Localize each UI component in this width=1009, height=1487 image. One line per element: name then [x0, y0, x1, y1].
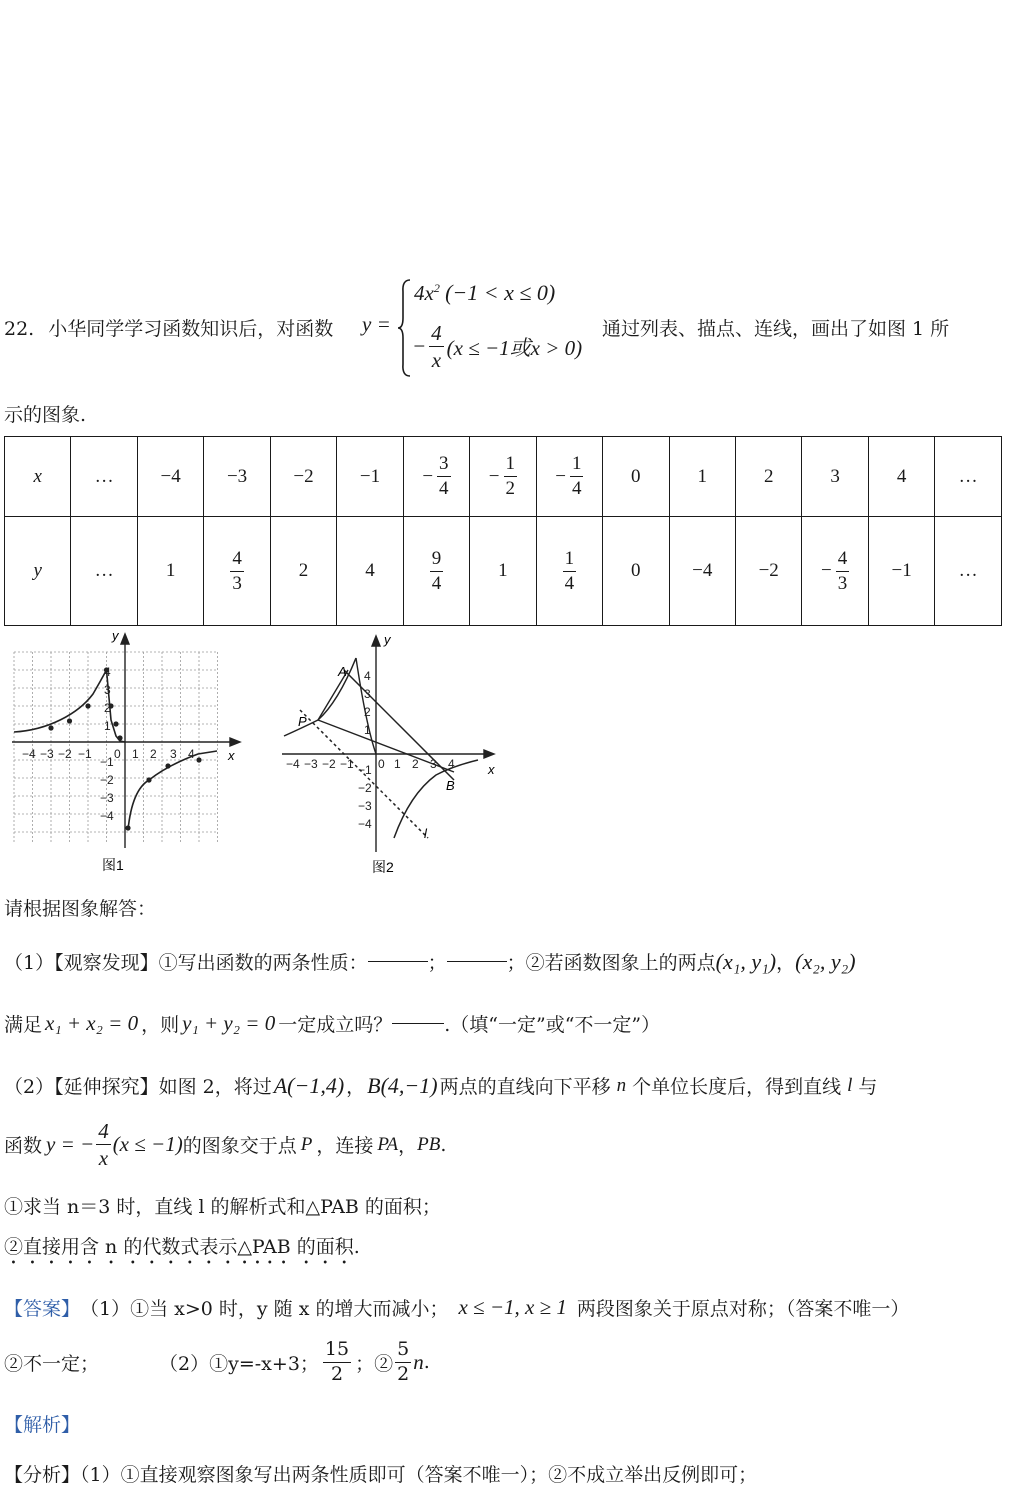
value-table: [4, 436, 1002, 626]
svg-text:−3: −3: [40, 747, 54, 761]
svg-text:−1: −1: [100, 755, 114, 769]
table-cell: 4: [337, 517, 403, 626]
fig1-y-axis-label: y: [112, 630, 119, 643]
svg-text:−2: −2: [100, 773, 114, 787]
q1-blank-2[interactable]: [447, 961, 507, 962]
piecewise-brace: [398, 278, 412, 378]
table-cell: $\frac{4}{3}$: [204, 517, 270, 626]
fig2-point-b: B: [446, 778, 455, 793]
svg-text:2: 2: [412, 757, 419, 771]
problem-intro: 小华同学学习函数知识后，对函数: [48, 318, 334, 340]
svg-text:2: 2: [150, 747, 157, 761]
fig2-axes: [282, 636, 494, 852]
table-cell: $\frac{1}{4}$: [536, 517, 602, 626]
fig1-curve-right: [128, 751, 217, 830]
fig1-y-ticks: [100, 665, 114, 823]
table-cell: 2: [735, 437, 801, 517]
table-cell: − $\frac{4}{3}$: [802, 517, 868, 626]
piece2: − $\frac{4}{x}$ (x ≤ −1或x > 0): [412, 321, 583, 373]
svg-text:1: 1: [394, 757, 401, 771]
table-cell: − $\frac{3}{4}$: [403, 437, 469, 517]
svg-text:−1: −1: [78, 747, 92, 761]
fig2-y-ticks: [358, 669, 372, 831]
problem-line1: [4, 314, 333, 341]
table-cell: −4: [669, 517, 735, 626]
fig2-line-l-label: l: [424, 826, 427, 841]
table-cell: −3: [204, 437, 270, 517]
analysis-tag: 【解析】: [4, 1414, 81, 1436]
answer-line2: ②不一定； （2）①y=-x+3； $\frac{15}{2}$ ；② $\frac{5}{2}$ n .: [4, 1338, 430, 1385]
q2-line1: （2）【延伸探究】如图 2，将过 A(−1,4) ， B(4,−1) 两点的直线向下平移 n 个单位长度后，得到直线 l 与: [4, 1072, 878, 1098]
svg-text:−4: −4: [100, 809, 114, 823]
problem-line2: 示的图象.: [4, 404, 87, 426]
table-cell: −1: [337, 437, 403, 517]
svg-text:4: 4: [448, 757, 455, 771]
svg-text:4: 4: [104, 665, 111, 679]
q2-sub2: ②直接用含 n 的代数式表示△PAB 的面积.: [4, 1236, 360, 1258]
table-cell: …: [935, 437, 1002, 517]
svg-text:1: 1: [104, 719, 111, 733]
svg-text:−2: −2: [322, 757, 336, 771]
fig2-y-axis-label: y: [384, 632, 391, 647]
svg-text:−1: −1: [340, 757, 354, 771]
table-cell: −1: [868, 517, 934, 626]
table-row-y: [5, 517, 1002, 626]
table-cell: −2: [270, 437, 336, 517]
table-cell: 4: [868, 437, 934, 517]
q1-blank-3[interactable]: [392, 1023, 444, 1024]
func-y-eq: y =: [362, 312, 391, 336]
fig2-caption: 图2: [372, 859, 394, 875]
table-cell: …: [71, 437, 137, 517]
table-y-label: y: [5, 517, 71, 626]
table-x-label: x: [5, 437, 71, 517]
svg-text:2: 2: [104, 701, 111, 715]
svg-text:−1: −1: [358, 763, 372, 777]
fig1-x-axis-label: x: [228, 748, 235, 763]
svg-text:3: 3: [104, 683, 111, 697]
fig2-point-p: P: [298, 714, 307, 729]
analysis-line: 【分析】（1）①直接观察图象写出两条性质即可（答案不唯一）；②不成立举出反例即可；: [4, 1464, 758, 1486]
table-cell: − $\frac{1}{2}$: [470, 437, 536, 517]
svg-text:−2: −2: [358, 781, 372, 795]
table-cell: 2: [270, 517, 336, 626]
fig2-hyperbola-right: [394, 760, 478, 838]
svg-text:0: 0: [114, 747, 121, 761]
svg-text:−4: −4: [358, 817, 372, 831]
svg-text:−4: −4: [286, 757, 300, 771]
svg-text:0: 0: [378, 757, 385, 771]
table-cell: …: [71, 517, 137, 626]
svg-text:3: 3: [170, 747, 177, 761]
table-row-x: [5, 437, 1002, 517]
fig1-caption: 图1: [102, 857, 124, 873]
fig1-curve-left: [14, 670, 107, 732]
q2-line2: 函数 y = − $\frac{4}{x}$ (x ≤ −1) 的图象交于点 P ，连接 PA ， PB .: [4, 1119, 447, 1171]
table-cell: −4: [137, 437, 203, 517]
svg-text:−3: −3: [100, 791, 114, 805]
answer-intro: 请根据图象解答：: [4, 898, 157, 920]
fig2-x-axis-label: x: [488, 762, 495, 777]
svg-text:4: 4: [188, 747, 195, 761]
table-cell: 1: [669, 437, 735, 517]
svg-text:3: 3: [430, 757, 437, 771]
fig1-axes: [12, 634, 240, 848]
svg-text:4: 4: [364, 669, 371, 683]
table-cell: 3: [802, 437, 868, 517]
table-cell: 1: [137, 517, 203, 626]
svg-text:−4: −4: [22, 747, 36, 761]
q2-sub1: ①求当 n＝3 时，直线 l 的解析式和△PAB 的面积；: [4, 1196, 441, 1218]
table-cell: 1: [470, 517, 536, 626]
svg-text:1: 1: [364, 723, 371, 737]
table-cell: 0: [603, 437, 669, 517]
answer-tag: 【答案】: [4, 1298, 81, 1320]
piece1: $4x^2$ (−1 < x ≤ 0): [414, 280, 556, 305]
table-cell: $\frac{9}{4}$: [403, 517, 469, 626]
fig2-point-a: A: [338, 664, 347, 679]
q1-line2: 满足 x₁ + x₂ = 0 ，则 y₁ + y₂ = 0 一定成立吗？ .（填“一定”或“不一定”）: [4, 1011, 661, 1036]
answer-line1: 【答案】 （1）①当 x>0 时，y 随 x 的增大而减小； x ≤ −1, x ≥ 1 两段图象关于原点对称；（答案不唯一）: [4, 1295, 910, 1320]
table-cell: − $\frac{1}{4}$: [536, 437, 602, 517]
figure-1: [8, 630, 248, 880]
problem-number: 22.: [4, 318, 35, 340]
svg-text:1: 1: [132, 747, 139, 761]
svg-text:−2: −2: [58, 747, 72, 761]
table-cell: −2: [735, 517, 801, 626]
svg-text:−3: −3: [304, 757, 318, 771]
svg-text:−3: −3: [358, 799, 372, 813]
q1-line1: （1）【观察发现】①写出函数的两条性质： ； ；②若函数图象上的两点 (x₁, y₁) ， (x₂, y₂): [4, 948, 856, 974]
svg-text:2: 2: [364, 705, 371, 719]
table-cell: …: [935, 517, 1002, 626]
table-cell: 0: [603, 517, 669, 626]
problem-after: 通过列表、描点、连线，画出了如图 1 所: [602, 318, 950, 340]
q1-blank-1[interactable]: [368, 961, 428, 962]
svg-text:3: 3: [364, 687, 371, 701]
figure-2: [278, 630, 508, 880]
